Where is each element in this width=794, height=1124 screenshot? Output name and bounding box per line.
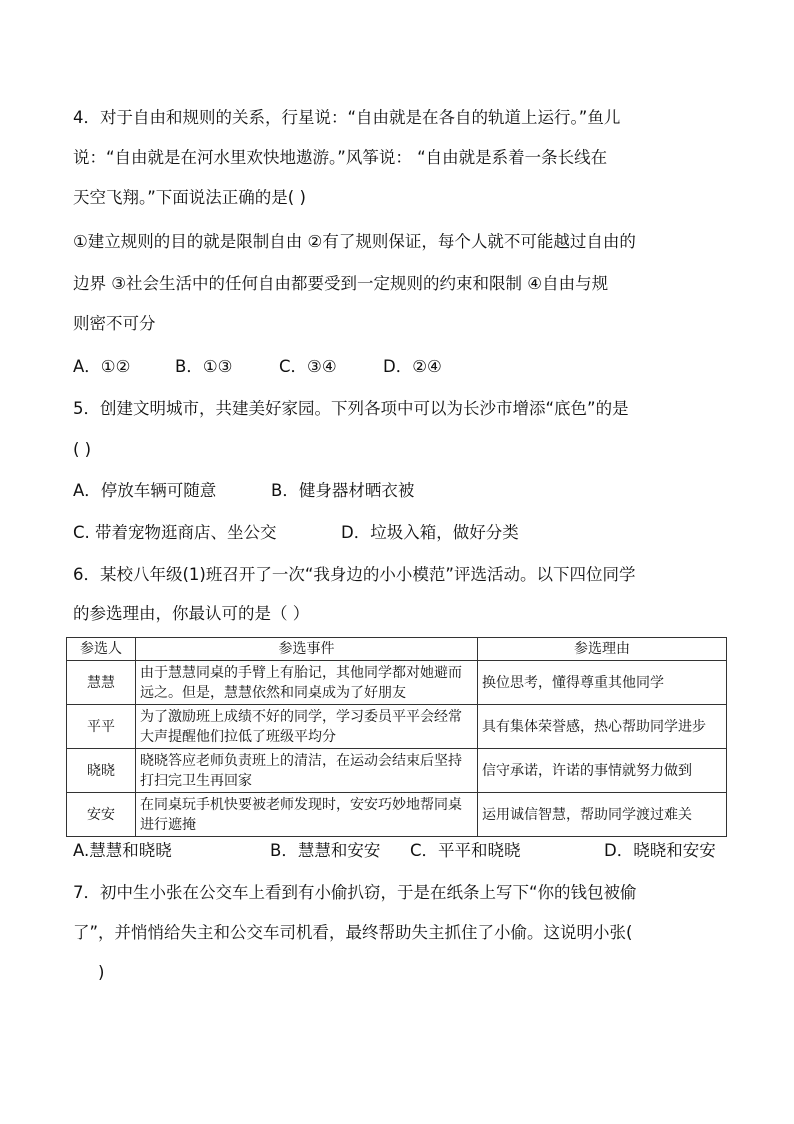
candidate-name: 晓晓 — [67, 749, 136, 793]
header-event: 参选事件 — [136, 638, 478, 661]
q5-option-c: C. 带着宠物逛商店、坐公交 — [73, 523, 277, 542]
q7-stem-line-1: 7．初中生小张在公交车上看到有小偷扒窃，于是在纸条上写下“你的钱包被偷 — [73, 883, 637, 902]
q4-option-b: B．①③ — [175, 357, 233, 376]
candidate-event: 由于慧慧同桌的手臂上有胎记，其他同学都对她避而远之。但是，慧慧依然和同桌成为了好朋友 — [136, 661, 478, 705]
q7-stem-line-2: 了”，并悄悄给失主和公交车司机看，最终帮助失主抓住了小偷。这说明小张( — [73, 923, 633, 942]
q4-statement-line-1: ①建立规则的目的就是限制自由 ②有了规则保证，每个人就不可能越过自由的 — [73, 232, 636, 251]
candidate-event: 在同桌玩手机快要被老师发现时，安安巧妙地帮同桌进行遮掩 — [136, 793, 478, 837]
q5-stem-line-1: 5．创建文明城市，共建美好家园。下列各项中可以为长沙市增添“底色”的是 — [73, 399, 629, 418]
q4-option-a: A．①② — [73, 357, 131, 376]
q6-option-a: A.慧慧和晓晓 — [73, 841, 172, 860]
q4-stem-line-2: 说：“自由就是在河水里欢快地遨游。”风筝说： “自由就是系着一条长线在 — [73, 148, 608, 167]
q6-option-b: B．慧慧和安安 — [270, 841, 381, 860]
q5-stem-line-2: ( ) — [73, 440, 92, 459]
q6-stem-line-1: 6．某校八年级(1)班召开了一次“我身边的小小模范”评选活动。以下四位同学 — [73, 565, 636, 584]
candidate-name: 平平 — [67, 705, 136, 749]
q4-options — [73, 356, 442, 378]
q4-stem-line-3: 天空飞翔。”下面说法正确的是( ) — [73, 188, 306, 207]
header-candidate: 参选人 — [67, 638, 136, 661]
candidate-name: 慧慧 — [67, 661, 136, 705]
candidates-table — [66, 637, 727, 837]
table-row — [67, 793, 727, 837]
table-row — [67, 661, 727, 705]
q6-stem-line-2: 的参选理由，你最认可的是（ ） — [73, 604, 310, 623]
q5-option-b: B．健身器材晒衣被 — [271, 481, 415, 500]
table-row — [67, 705, 727, 749]
q5-options-row-2 — [73, 522, 519, 544]
q4-statement-line-2: 边界 ③社会生活中的任何自由都要受到一定规则的约束和限制 ④自由与规 — [73, 274, 609, 293]
table-row — [67, 749, 727, 793]
q7-answer-paren: ) — [98, 963, 105, 982]
q6-options — [73, 840, 716, 862]
q6-option-d: D．晓晓和安安 — [604, 841, 716, 860]
candidate-reason: 换位思考，懂得尊重其他同学 — [478, 661, 727, 705]
candidate-reason: 信守承诺，许诺的事情就努力做到 — [478, 749, 727, 793]
candidate-reason: 具有集体荣誉感，热心帮助同学进步 — [478, 705, 727, 749]
q4-stem-line-1: 4．对于自由和规则的关系，行星说：“自由就是在各自的轨道上运行。”鱼儿 — [73, 108, 621, 127]
candidate-reason: 运用诚信智慧，帮助同学渡过难关 — [478, 793, 727, 837]
q5-options-row-1 — [73, 480, 414, 502]
candidate-name: 安安 — [67, 793, 136, 837]
q4-statement-line-3: 则密不可分 — [73, 314, 156, 333]
table-header-row — [67, 638, 727, 661]
q4-option-c: C．③④ — [279, 357, 337, 376]
q4-option-d: D．②④ — [383, 357, 442, 376]
header-reason: 参选理由 — [478, 638, 727, 661]
q6-option-c: C．平平和晓晓 — [410, 841, 521, 860]
candidate-event: 为了激励班上成绩不好的同学，学习委员平平会经常大声提醒他们拉低了班级平均分 — [136, 705, 478, 749]
candidate-event: 晓晓答应老师负责班上的清洁，在运动会结束后坚持打扫完卫生再回家 — [136, 749, 478, 793]
q5-option-d: D．垃圾入箱，做好分类 — [341, 523, 519, 542]
q5-option-a: A．停放车辆可随意 — [73, 481, 217, 500]
